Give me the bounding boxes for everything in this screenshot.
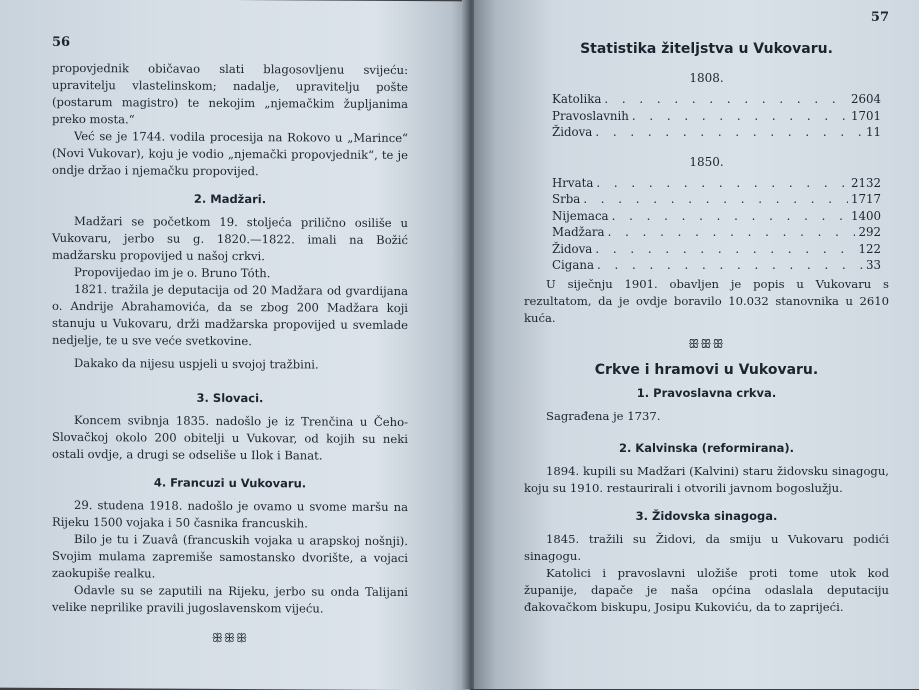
paragraph: Katolici i pravoslavni uložiše proti tome utok kod županije, dapače je naša općina odaslala deputaciju đakovačkom biskupu, Josipu Kukoviću, da to zaprijeći. <box>524 565 889 614</box>
paragraph: Dakako da nijesu uspjeli u svojoj tražbini. <box>74 356 319 372</box>
stat-value: 2132 <box>850 175 881 190</box>
stat-label: Židova <box>552 241 593 256</box>
stat-label: Židova <box>552 125 593 139</box>
section-heading-sinagoga: 3. Židovska sinagoga. <box>635 508 778 523</box>
year-heading-1808: 1808. <box>689 71 724 85</box>
section-heading-slovaci: 3. Slovaci. <box>196 390 264 406</box>
stat-value: 122 <box>858 241 881 256</box>
stat-label: Nijemaca <box>552 208 609 223</box>
paragraph: 1845. tražili su Židovi, da smiju u Vukovaru podići sinagogu. <box>524 531 889 563</box>
page-number: 56 <box>52 34 71 50</box>
section-heading-madzari: 2. Madžari. <box>193 191 267 207</box>
stats-1808-list <box>524 91 889 141</box>
paragraph: 1894. kupili su Madžari (Kalvini) staru židovsku sinagogu, koju su 1910. restaurirali i otvorili javnom bogoslužju. <box>524 463 889 495</box>
stat-row <box>552 91 881 108</box>
stat-label: Cigana <box>552 258 595 272</box>
stat-value: 2604 <box>850 92 881 106</box>
stat-label: Katolika <box>552 92 602 106</box>
stat-value: 1717 <box>850 192 881 206</box>
paragraph: Već se je 1744. vodila procesija na Rokovo u „Marince“ (Novi Vukovar), koju je vodio „njemački propovjednik“, te je ondje držao i njemačku propovijed. <box>52 129 408 179</box>
stat-label: Madžara <box>552 225 605 239</box>
census-paragraph: U siječnju 1901. obavljen je popis u Vukovaru s rezultatom, da je ovdje boravilo 10.032 stanovnika u 2610 kuća. <box>524 276 889 325</box>
stat-label: Hrvata <box>552 175 594 190</box>
paragraph: 1821. tražila je deputacija od 20 Madžara od gvardijana o. Andrije Abrahamovića, da se zbog 200 Madžara koji stanuju u Vukovaru, drži madžarska propovijed u svemlade nedjelje, te u sve veće svetkovine. <box>52 282 408 349</box>
stat-value: 1400 <box>850 208 881 223</box>
year-heading-1850: 1850. <box>689 154 724 169</box>
churches-title: Crkve i hramovi u Vukovaru. <box>594 361 819 378</box>
section-heading-francuzi: 4. Francuzi u Vukovaru. <box>153 475 307 491</box>
section-heading-pravoslavna: 1. Pravoslavna crkva. <box>636 385 777 400</box>
paragraph: Koncem svibnja 1835. nadošlo je iz Trenčina u Čeho-Slovačkoj okolo 200 obitelji u Vukovar, od kojih su neki ostali ovdje, a drugi se odseliše u Ilok i Banat. <box>52 413 408 463</box>
paragraph: Madžari se početkom 19. stoljeća prilično osiliše u Vukovaru, jerbo su g. 1820.—1822. imali na Božić madžarsku propovijed u našoj crkvi. <box>52 214 408 264</box>
stat-row <box>552 208 881 225</box>
right-page <box>474 0 919 689</box>
stat-value: 33 <box>865 258 881 272</box>
stat-row <box>552 175 881 192</box>
stats-1850-list <box>524 175 889 274</box>
stat-row <box>552 257 881 274</box>
stat-label: Srba <box>552 192 581 206</box>
paragraph: propovjednik običavao slati blagosovljenu svijeću: upravitelju vlastelinskom; nadalje, upravitelju pošte (postarum magistro) te nekojim „njemačkim župljanima preko mosta.“ <box>52 60 408 127</box>
stat-row <box>552 224 881 241</box>
stat-label: Pravoslavnih <box>552 108 629 123</box>
ornament-divider: ꕥꕥꕥ <box>211 630 249 646</box>
paragraph: Propovijedao im je o. Bruno Tóth. <box>74 265 271 281</box>
stat-row <box>552 241 881 258</box>
stat-value: 292 <box>858 225 881 239</box>
paragraph: 29. studena 1918. nadošlo je ovamo u svome maršu na Rijeku 1500 vojaka i 50 časnika francuskih. <box>52 498 408 531</box>
section-heading-kalvinska: 2. Kalvinska (reformirana). <box>618 440 795 455</box>
stat-row <box>552 124 881 141</box>
paragraph: Bilo je tu i Zuavâ (francuskih vojaka u arapskoj nošnji). Svojim mulama zapremiše samostansko dvorište, a vojaci zaokupiše realku. <box>52 532 408 581</box>
stat-row <box>552 191 881 208</box>
ornament-divider: ꕥꕥꕥ <box>688 336 725 351</box>
page-number: 57 <box>870 10 889 25</box>
statistics-title: Statistika žiteljstva u Vukovaru. <box>580 41 833 57</box>
stat-value: 1701 <box>850 108 881 123</box>
stat-row <box>552 108 881 125</box>
paragraph: Odavle su se zaputili na Rijeku, jerbo su onda Talijani velike neprilike pravili jugoslavenskom vijeću. <box>52 583 408 616</box>
stat-value: 11 <box>865 125 881 139</box>
paragraph: Sagrađena je 1737. <box>546 408 661 423</box>
